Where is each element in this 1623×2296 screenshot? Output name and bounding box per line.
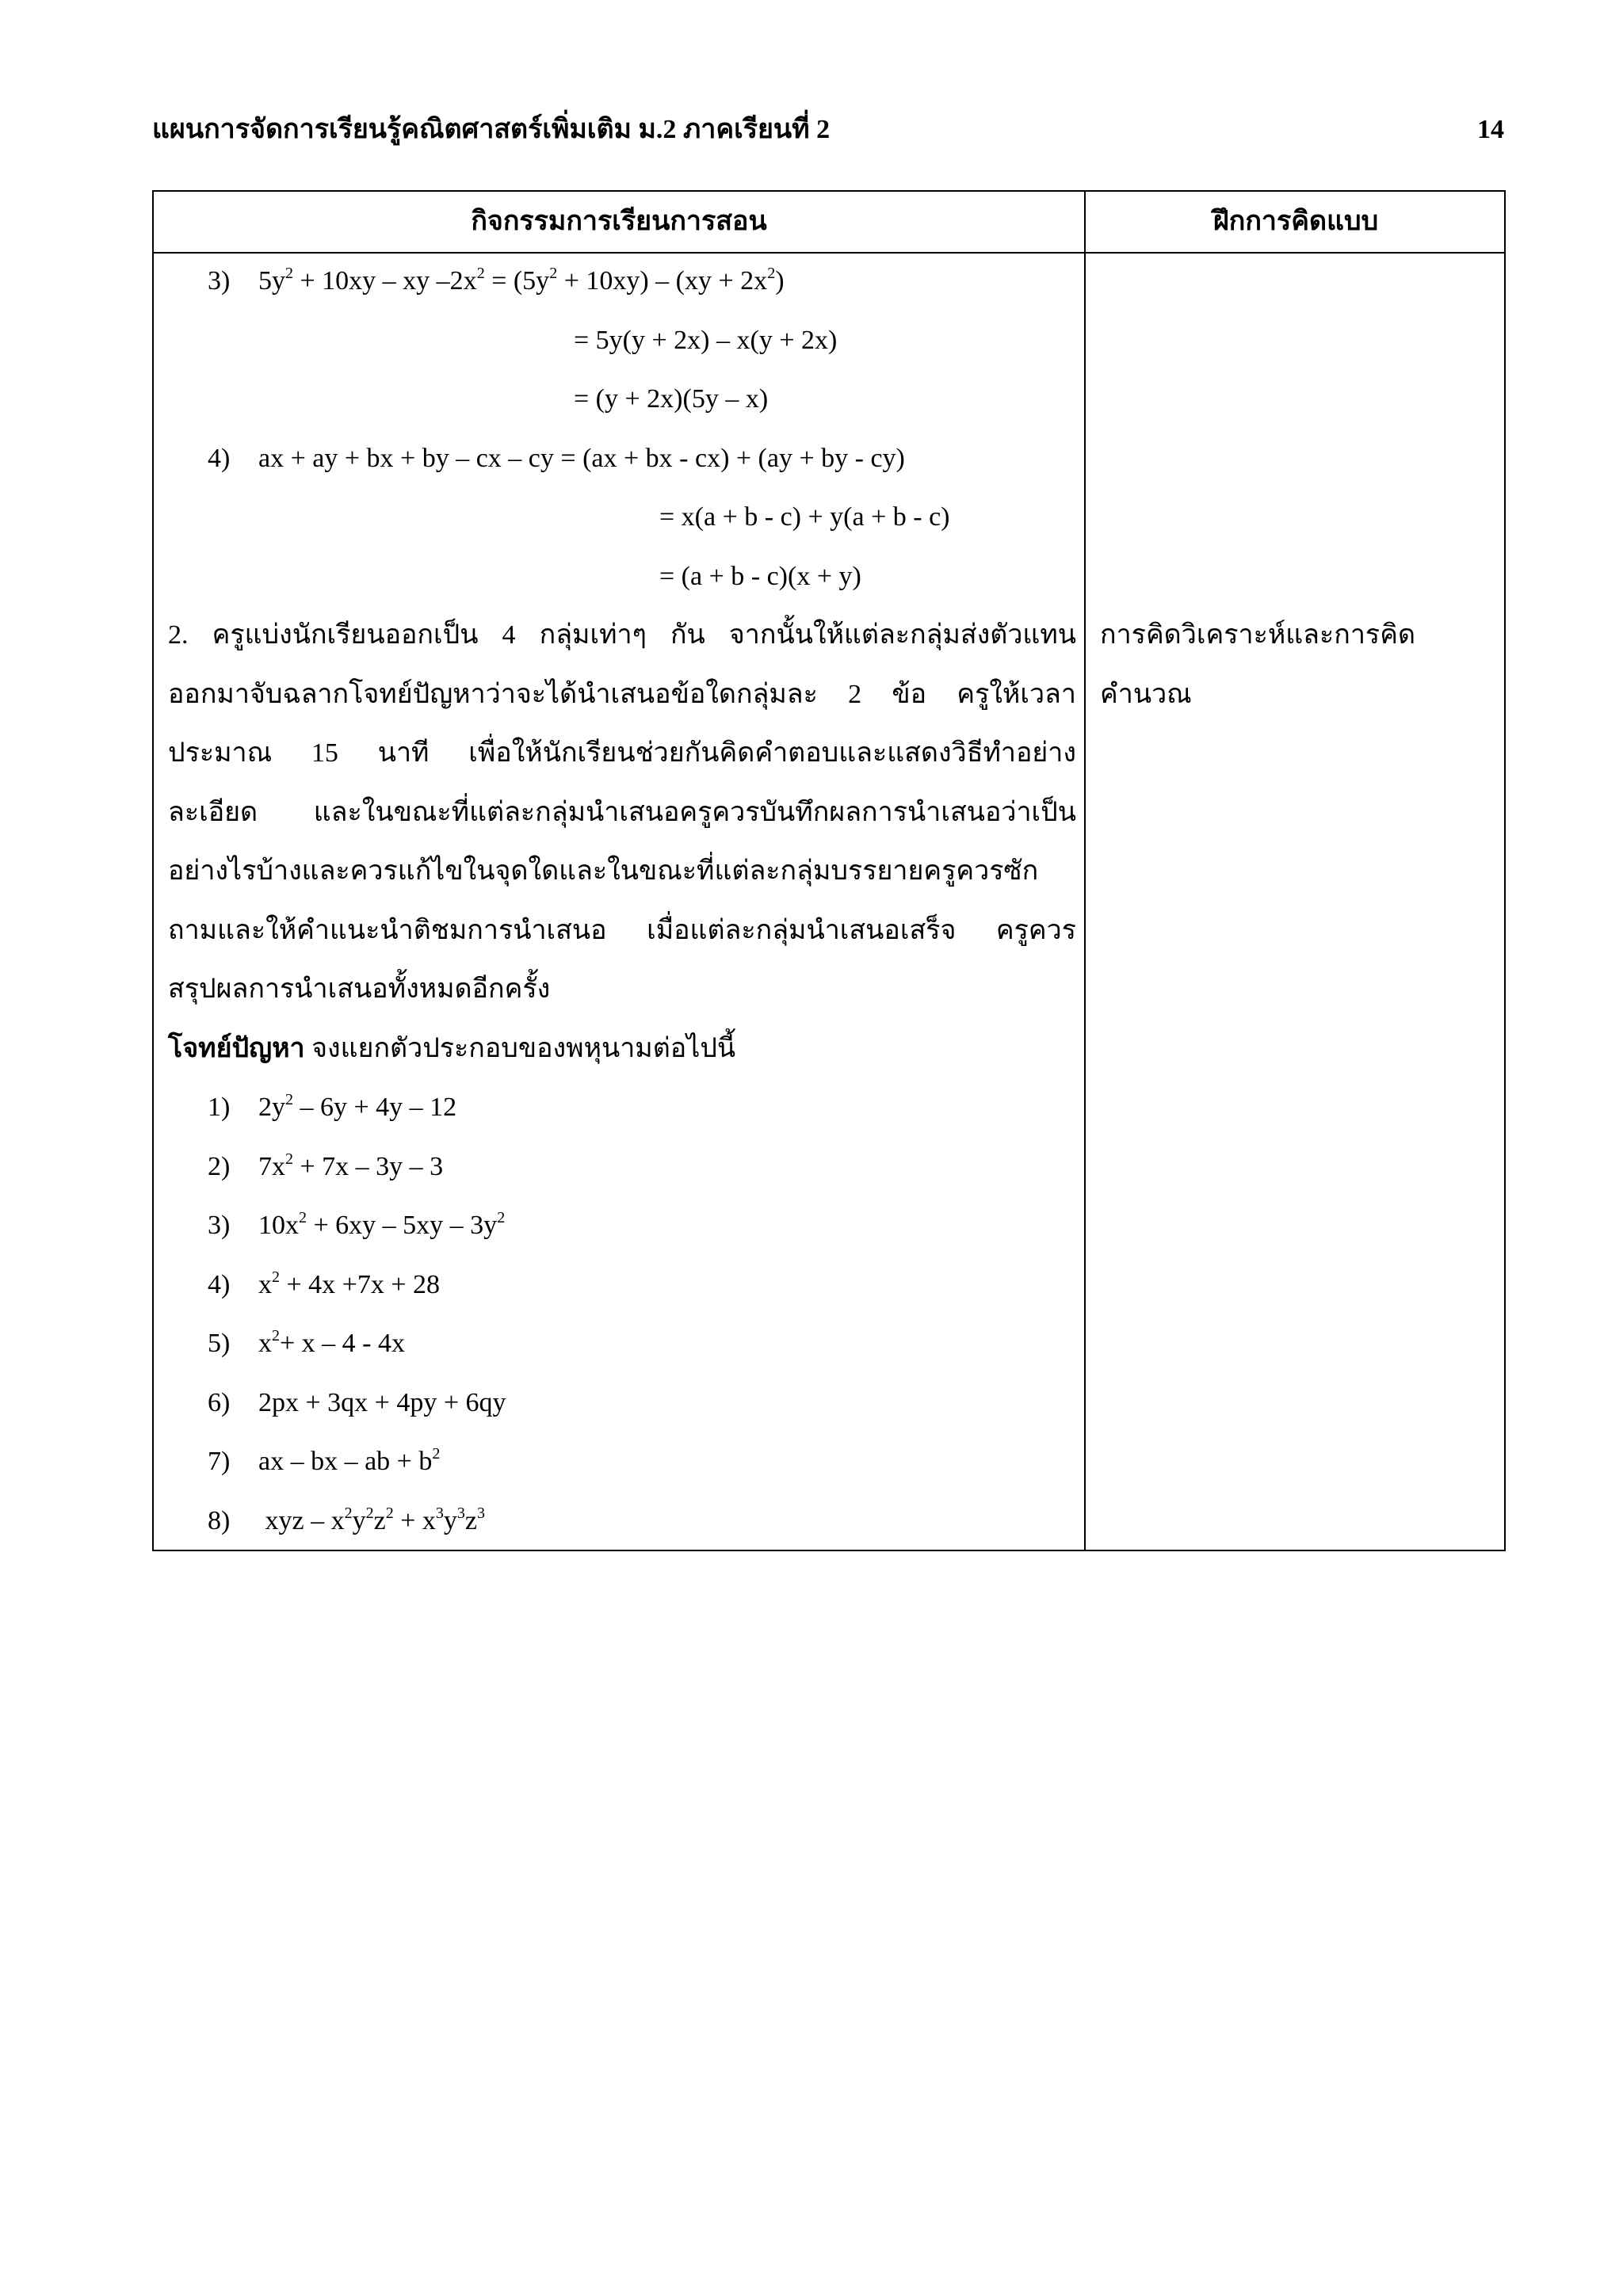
thinking-skill-line-2: คำนวณ <box>1100 679 1192 709</box>
lesson-table <box>152 190 1506 1551</box>
exponent: 3 <box>476 1504 485 1522</box>
paragraph-line: ออกมาจับฉลากโจทย์ปัญหาว่าจะได้นำเสนอข้อใดกลุ่มละ 2 ข้อ ครูให้เวลา <box>168 679 1076 709</box>
problem-number: 5) <box>208 1329 231 1358</box>
example-4-step-3: = (a + b - c)(x + y) <box>659 561 861 591</box>
column-header-activities: กิจกรรมการเรียนการสอน <box>471 207 767 236</box>
problem-label: โจทย์ปัญหา <box>168 1033 305 1063</box>
expr-part: + x <box>393 1505 436 1535</box>
column-header-thinking-skill: ฝึกการคิดแบบ <box>1212 207 1379 236</box>
exponent: 2 <box>767 265 776 282</box>
problem-instruction: จงแยกตัวประกอบของพหุนามต่อไปนี้ <box>304 1033 736 1063</box>
problem-item <box>168 1196 1076 1256</box>
example-4-line-1 <box>168 429 1076 489</box>
page-header-title: แผนการจัดการเรียนรู้คณิตศาสตร์เพิ่มเติม ม.2 ภาคเรียนที่ 2 <box>152 115 831 144</box>
expr-part: 5y <box>258 266 285 296</box>
expr-part: y <box>352 1505 366 1535</box>
paragraph-line: สรุปผลการนำเสนอทั้งหมดอีกครั้ง <box>168 974 551 1004</box>
expr-part: xyz – x <box>258 1505 345 1535</box>
expr-part: ax – bx – ab + b <box>258 1447 433 1476</box>
expr-part: – 6y + 4y – 12 <box>293 1093 457 1122</box>
expr-part: 2px + 3qx + 4py + 6qy <box>258 1387 506 1417</box>
problem-heading <box>168 1020 1076 1079</box>
paragraph-line: 2. ครูแบ่งนักเรียนออกเป็น 4 กลุ่มเท่าๆ กัน จากนั้นให้แต่ละกลุ่มส่งตัวแทน <box>168 620 1076 650</box>
expr-part: x <box>258 1269 272 1299</box>
thinking-skill-line-1: การคิดวิเคราะห์และการคิด <box>1100 620 1416 650</box>
problem-number: 7) <box>208 1447 231 1476</box>
exponent: 2 <box>285 265 293 282</box>
example-4-step-2: = x(a + b - c) + y(a + b - c) <box>659 502 950 532</box>
expr-part: 7x <box>258 1151 285 1181</box>
thinking-skill-cell <box>1100 252 1496 724</box>
exponent: 2 <box>432 1445 441 1463</box>
activities-cell <box>168 252 1076 1550</box>
problem-number: 6) <box>208 1387 231 1417</box>
expr-part: + 10xy) – (xy + 2x <box>557 266 768 296</box>
problem-number: 8) <box>208 1505 231 1535</box>
expr-part: 10x <box>258 1211 299 1240</box>
exponent: 2 <box>385 1504 394 1522</box>
example-number: 3) <box>208 266 231 296</box>
expr-part: 2y <box>258 1093 285 1122</box>
exponent: 2 <box>285 1091 293 1108</box>
expr-part: + 4x +7x + 28 <box>280 1269 441 1299</box>
exponent: 2 <box>272 1327 280 1344</box>
paragraph-line: ถามและให้คำแนะนำติชมการนำเสนอ เมื่อแต่ละกลุ่มนำเสนอเสร็จ ครูควร <box>168 915 1076 945</box>
problem-item <box>168 1374 1076 1433</box>
problem-list <box>168 1078 1076 1550</box>
exponent: 2 <box>476 265 485 282</box>
expr-part: = (5y <box>484 266 550 296</box>
exponent: 2 <box>497 1209 506 1226</box>
exponent: 2 <box>365 1504 374 1522</box>
exponent: 2 <box>272 1268 280 1286</box>
expr-part: ) <box>775 266 785 296</box>
example-number: 4) <box>208 443 231 473</box>
exponent: 2 <box>549 265 558 282</box>
problem-number: 3) <box>208 1211 231 1240</box>
expr-part: + 6xy – 5xy – 3y <box>307 1211 498 1240</box>
problem-number: 4) <box>208 1269 231 1299</box>
problem-item <box>168 1492 1076 1551</box>
expr-part: z <box>373 1505 386 1535</box>
problem-item <box>168 1432 1076 1492</box>
expr-part: + 7x – 3y – 3 <box>293 1151 444 1181</box>
example-3-step-2: = 5y(y + 2x) – x(y + 2x) <box>574 325 838 355</box>
expr-part: y <box>443 1505 457 1535</box>
expr-part: z <box>464 1505 477 1535</box>
exponent: 2 <box>344 1504 353 1522</box>
example-3-line-1 <box>168 252 1076 311</box>
paragraph-line: ละเอียด และในขณะที่แต่ละกลุ่มนำเสนอครูควรบันทึกผลการนำเสนอว่าเป็น <box>168 797 1076 827</box>
problem-number: 1) <box>208 1093 231 1122</box>
paragraph-line: อย่างไรบ้างและควรแก้ไขในจุดใดและในขณะที่แต่ละกลุ่มบรรยายครูควรซัก <box>168 856 1039 886</box>
column-divider <box>1084 192 1086 1550</box>
example-3-step-3: = (y + 2x)(5y – x) <box>574 384 769 414</box>
problem-item <box>168 1138 1076 1197</box>
expr-part: + 10xy – xy –2x <box>293 266 477 296</box>
page-number: 14 <box>1477 115 1504 144</box>
problem-number: 2) <box>208 1151 231 1181</box>
exponent: 2 <box>299 1209 307 1226</box>
expr-part: x <box>258 1329 272 1358</box>
problem-item <box>168 1256 1076 1315</box>
exponent: 2 <box>285 1150 293 1168</box>
exponent: 3 <box>435 1504 444 1522</box>
paragraph-line: ประมาณ 15 นาที เพื่อให้นักเรียนช่วยกันคิดคำตอบและแสดงวิธีทำอย่าง <box>168 738 1076 768</box>
expr-part: + x – 4 - 4x <box>280 1329 405 1358</box>
problem-item <box>168 1078 1076 1138</box>
problem-item <box>168 1314 1076 1374</box>
activity-2-paragraph <box>168 606 1076 1020</box>
exponent: 3 <box>456 1504 465 1522</box>
expr-part: ax + ay + bx + by – cx – cy = (ax + bx - cx) + (ay + by - cy) <box>258 443 905 473</box>
